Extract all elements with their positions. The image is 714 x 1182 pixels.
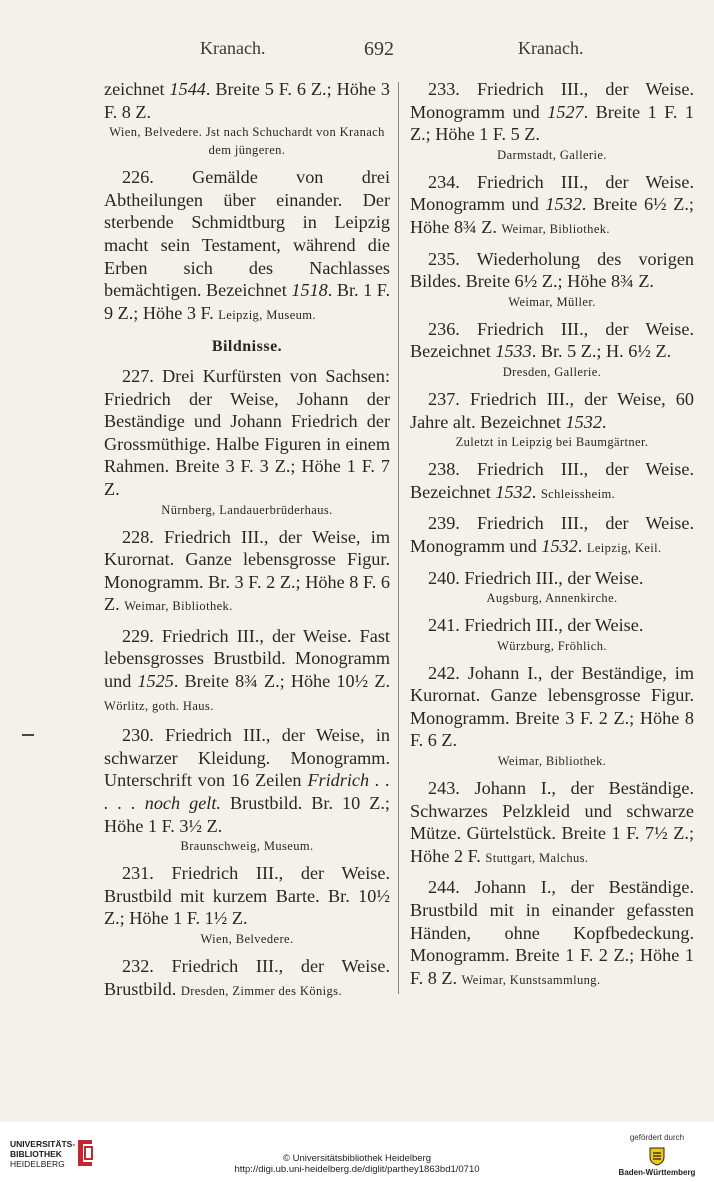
location-note: Weimar, Kunstsammlung.: [461, 972, 601, 987]
location-note: Augsburg, Annenkirche.: [486, 591, 618, 606]
entry-231: 231. Friedrich III., der Weise. Brustbild mit kurzem Barte. Br. 10½ Z.; Höhe 1 F. 1½ Z. Wien, Belvedere.: [104, 863, 390, 946]
location-note: Wien, Belvedere.: [200, 932, 294, 946]
running-head-left: Kranach.: [200, 38, 266, 58]
running-head-right: Kranach.: [518, 38, 584, 58]
entry-236: 236. Friedrich III., der Weise. Bezeichnet 1533. Br. 5 Z.; H. 6½ Z. Dresden, Gallerie.: [410, 318, 694, 379]
location-note: Nürnberg, Landauerbrüderhaus.: [161, 502, 333, 517]
entry-241: 241. Friedrich III., der Weise. Würzburg, Fröhlich.: [410, 614, 694, 655]
entry-226: 226. Gemälde von drei Abtheilungen über einander. Der sterbende Schmidtburg in Leipzig macht sein Testament, während die Erben sich des Nachlasses bemächtigen. Bezeichnet 1518. Br. 1 F. 9 Z.; Höhe 3 F. Leipzig, Museum.: [104, 167, 390, 323]
entry-228: 228. Friedrich III., der Weise, im Kurornat. Ganze lebensgrosse Figur. Monogramm. Br. 3 F. 2 Z.; Höhe 8 F. 6 Z. Weimar, Bibliothek.: [104, 526, 390, 615]
location-note: Würzburg, Fröhlich.: [497, 638, 607, 653]
entry-230: 230. Friedrich III., der Weise, in schwarzer Kleidung. Monogramm. Unterschrift von 16 Zeilen Fridrich . . . . . noch gelt. Brustbild. Br. 10 Z.; Höhe 1 F. 3½ Z. Braunschweig, Museum.: [104, 725, 390, 854]
location-note: Weimar, Bibliothek.: [497, 754, 607, 769]
location-note: Wien, Belvedere. Jst nach Schuchardt von Kranach dem jüngeren.: [109, 125, 385, 158]
location-note: Weimar, Bibliothek.: [124, 599, 233, 614]
copyright-notice: © Universitätsbibliothek Heidelberg http://digi.ub.uni-heidelberg.de/diglit/parthey1863bd1/0710: [234, 1153, 480, 1175]
entry-237: 237. Friedrich III., der Weise, 60 Jahre alt. Bezeichnet 1532. Zuletzt in Leipzig bei Baumgärtner.: [410, 388, 694, 450]
location-note: Dresden, Zimmer des Königs.: [180, 983, 342, 998]
section-heading: Bildnisse.: [211, 338, 283, 356]
location-note: Braunschweig, Museum.: [180, 839, 314, 854]
library-logo: UNIVERSITÄTS- BIBLIOTHEK HEIDELBERG: [10, 1139, 76, 1169]
entry-229: 229. Friedrich III., der Weise. Fast lebensgrosses Brustbild. Monogramm und 1525. Breite 8¾ Z.; Höhe 10½ Z. Wörlitz, goth. Haus.: [104, 625, 391, 713]
entry-225-continued: zeichnet 1544. Breite 5 F. 6 Z.; Höhe 3 F. 8 Z. Wien, Belvedere. Jst nach Schuchardt von Kranach dem jüngeren.: [104, 79, 390, 158]
entry-232: 232. Friedrich III., der Weise. Brustbild. Dresden, Zimmer des Königs.: [104, 956, 390, 999]
entry-243: 243. Johann I., der Beständige. Schwarzes Pelzkleid und schwarze Mütze. Gürtelstück. Breite 1 F. 7½ Z.; Höhe 2 F. Stuttgart, Malchus.: [410, 778, 694, 866]
source-link[interactable]: http://digi.ub.uni-heidelberg.de/diglit/parthey1863bd1/0710: [234, 1164, 480, 1175]
left-column: [104, 78, 390, 1009]
entry-234: 234. Friedrich III., der Weise. Monogramm und 1532. Breite 6½ Z.; Höhe 8¾ Z. Weimar, Bibliothek.: [410, 171, 694, 237]
entry-227: 227. Drei Kurfürsten von Sachsen: Friedrich der Weise, Johann der Beständige und Johann Friedrich der Grossmüthige. Halbe Figuren in einem Rahmen. Breite 3 F. 3 Z.; Höhe 1 F. 7 Z. Nürnberg, Landauerbrüderhaus.: [104, 365, 390, 517]
entry-242: 242. Johann I., der Beständige, im Kurornat. Ganze lebensgrosse Figur. Monogramm. Breite 3 F. 2 Z.; Höhe 8 F. 6 Z. Weimar, Bibliothek.: [410, 662, 694, 769]
entry-240: 240. Friedrich III., der Weise. Augsburg, Annenkirche.: [410, 567, 694, 608]
entry-238: 238. Friedrich III., der Weise. Bezeichnet 1532. Schleissheim.: [410, 459, 694, 502]
page-number: 692: [364, 38, 394, 60]
running-head: [0, 38, 714, 60]
column-divider: [398, 82, 399, 994]
footer-bar: [0, 1122, 714, 1182]
location-note: Darmstadt, Gallerie.: [497, 147, 607, 162]
funder-block: gefördert durch Baden-Württemberg: [618, 1133, 696, 1177]
location-note: Schleissheim.: [540, 486, 616, 501]
location-note: Wörlitz, goth. Haus.: [104, 698, 214, 713]
location-note: Weimar, Bibliothek.: [501, 221, 610, 236]
location-note: Leipzig, Museum.: [218, 307, 316, 322]
margin-mark: [22, 734, 34, 736]
entry-235: 235. Wiederholung des vorigen Bildes. Breite 6½ Z.; Höhe 8¾ Z. Weimar, Müller.: [410, 248, 694, 309]
right-column: [410, 78, 694, 998]
entry-233: 233. Friedrich III., der Weise. Monogramm und 1527. Breite 1 F. 1 Z.; Höhe 1 F. 5 Z. Darmstadt, Gallerie.: [410, 79, 694, 162]
entry-244: 244. Johann I., der Beständige. Brustbild mit in einander gefassten Händen, ohne Kopfbedeckung. Monogramm. Breite 1 F. 2 Z.; Höhe 1 F. 8 Z. Weimar, Kunstsammlung.: [410, 877, 694, 988]
entry-239: 239. Friedrich III., der Weise. Monogramm und 1532. Leipzig, Keil.: [410, 513, 694, 556]
location-note: Dresden, Gallerie.: [502, 364, 602, 379]
location-note: Zuletzt in Leipzig bei Baumgärtner.: [455, 435, 649, 450]
location-note: Leipzig, Keil.: [586, 540, 662, 555]
state-crest-icon: [648, 1146, 666, 1166]
location-note: Weimar, Müller.: [508, 294, 596, 309]
location-note: Stuttgart, Malchus.: [485, 850, 589, 865]
